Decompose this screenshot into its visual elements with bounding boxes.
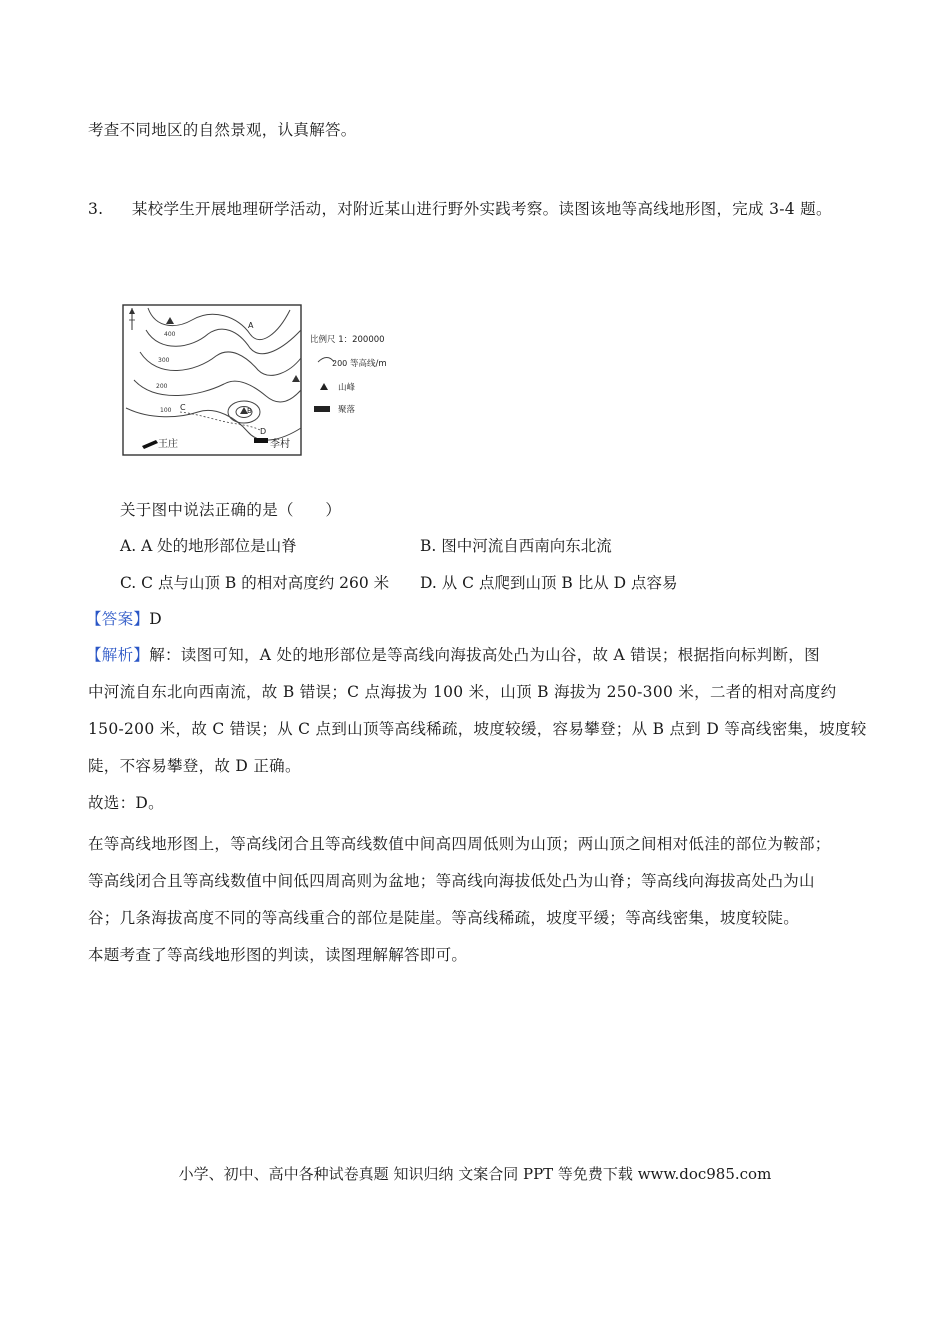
village-west: 王庄	[158, 439, 178, 450]
option-c	[120, 571, 389, 593]
analysis-text: 故选：D。	[88, 794, 164, 812]
option-label: C.	[120, 574, 137, 592]
option-text: 图中河流自西南向东北流	[441, 537, 612, 555]
north-arrow-icon	[129, 308, 135, 330]
map-frame	[123, 305, 301, 455]
question-number: 3.	[88, 200, 104, 218]
contour-map	[120, 300, 420, 460]
question-text: 某校学生开展地理研学活动，对附近某山进行野外实践考察。读图该地等高线地形图，完成 3-4 题。	[131, 200, 832, 218]
analysis-text: 陡，不容易攀登，故 D 正确。	[88, 757, 301, 775]
analysis-text: 谷；几条海拔高度不同的等高线重合的部位是陡崖。等高线稀疏，坡度平缓；等高线密集，坡度较陡。	[88, 909, 800, 927]
village-east: 李村	[270, 439, 290, 450]
peak-icon	[166, 317, 174, 324]
scale-text: 比例尺 1：200000	[310, 335, 385, 345]
legend-contour-label: 等高线/m	[350, 359, 387, 369]
label-c: C	[180, 403, 186, 412]
label-d: D	[260, 427, 267, 436]
settlement-icon	[142, 440, 158, 449]
contour-label: 100	[160, 407, 172, 414]
analysis-text: 等高线闭合且等高线数值中间低四周高则为盆地；等高线向海拔低处凸为山脊；等高线向海拔高处凸为山	[88, 872, 815, 890]
option-a	[120, 534, 297, 556]
settlement-icon	[254, 438, 268, 443]
peak-icon	[320, 383, 328, 390]
option-text: 从 C 点爬到山顶 B 比从 D 点容易	[441, 574, 678, 592]
page-footer: 小学、初中、高中各种试卷真题 知识归纳 文案合同 PPT 等免费下载 www.doc985.com	[178, 1165, 772, 1183]
settlement-icon	[314, 406, 330, 412]
option-label: A.	[120, 537, 137, 555]
option-d	[420, 571, 678, 593]
question-line	[88, 197, 832, 219]
analysis-text: 150-200 米，故 C 错误；从 C 点到山顶等高线稀疏，坡度较缓，容易攀登；从 B 点到 D 等高线密集，坡度较	[88, 720, 867, 738]
legend-peak-label: 山峰	[338, 383, 356, 393]
analysis-text: 解：读图可知，A 处的地形部位是等高线向海拔高处凸为山谷，故 A 错误；根据指向标判断，图	[149, 646, 820, 664]
analysis-tag: 【解析】	[86, 646, 150, 664]
analysis-text: 本题考查了等高线地形图的判读，读图理解解答即可。	[88, 946, 468, 964]
label-a: A	[248, 321, 254, 330]
analysis-line	[86, 643, 820, 665]
answer-tag: 【答案】	[86, 610, 150, 628]
option-b	[420, 534, 612, 556]
option-label: D.	[420, 574, 437, 592]
analysis-text: 中河流自东北向西南流，故 B 错误；C 点海拔为 100 米，山顶 B 海拔为 250-300 米，二者的相对高度约	[88, 683, 837, 701]
peak-icon	[292, 375, 300, 382]
answer-value: D	[149, 610, 162, 628]
intro-text: 考查不同地区的自然景观，认真解答。	[88, 121, 357, 139]
answer-line	[86, 607, 162, 629]
option-text: C 点与山顶 B 的相对高度约 260 米	[141, 574, 390, 592]
option-label: B.	[420, 537, 437, 555]
option-text: A 处的地形部位是山脊	[141, 537, 297, 555]
contour-label: 200	[156, 383, 168, 390]
legend-contour-value: 200	[332, 359, 348, 368]
analysis-text: 在等高线地形图上，等高线闭合且等高线数值中间高四周低则为山顶；两山顶之间相对低洼的部位为鞍部；	[88, 835, 831, 853]
contour-label: 400	[164, 331, 176, 338]
question-stem: 关于图中说法正确的是（ ）	[120, 501, 342, 519]
contour-label: 300	[158, 357, 170, 364]
label-b: B	[247, 407, 252, 415]
legend-settlement-label: 聚落	[338, 405, 356, 415]
